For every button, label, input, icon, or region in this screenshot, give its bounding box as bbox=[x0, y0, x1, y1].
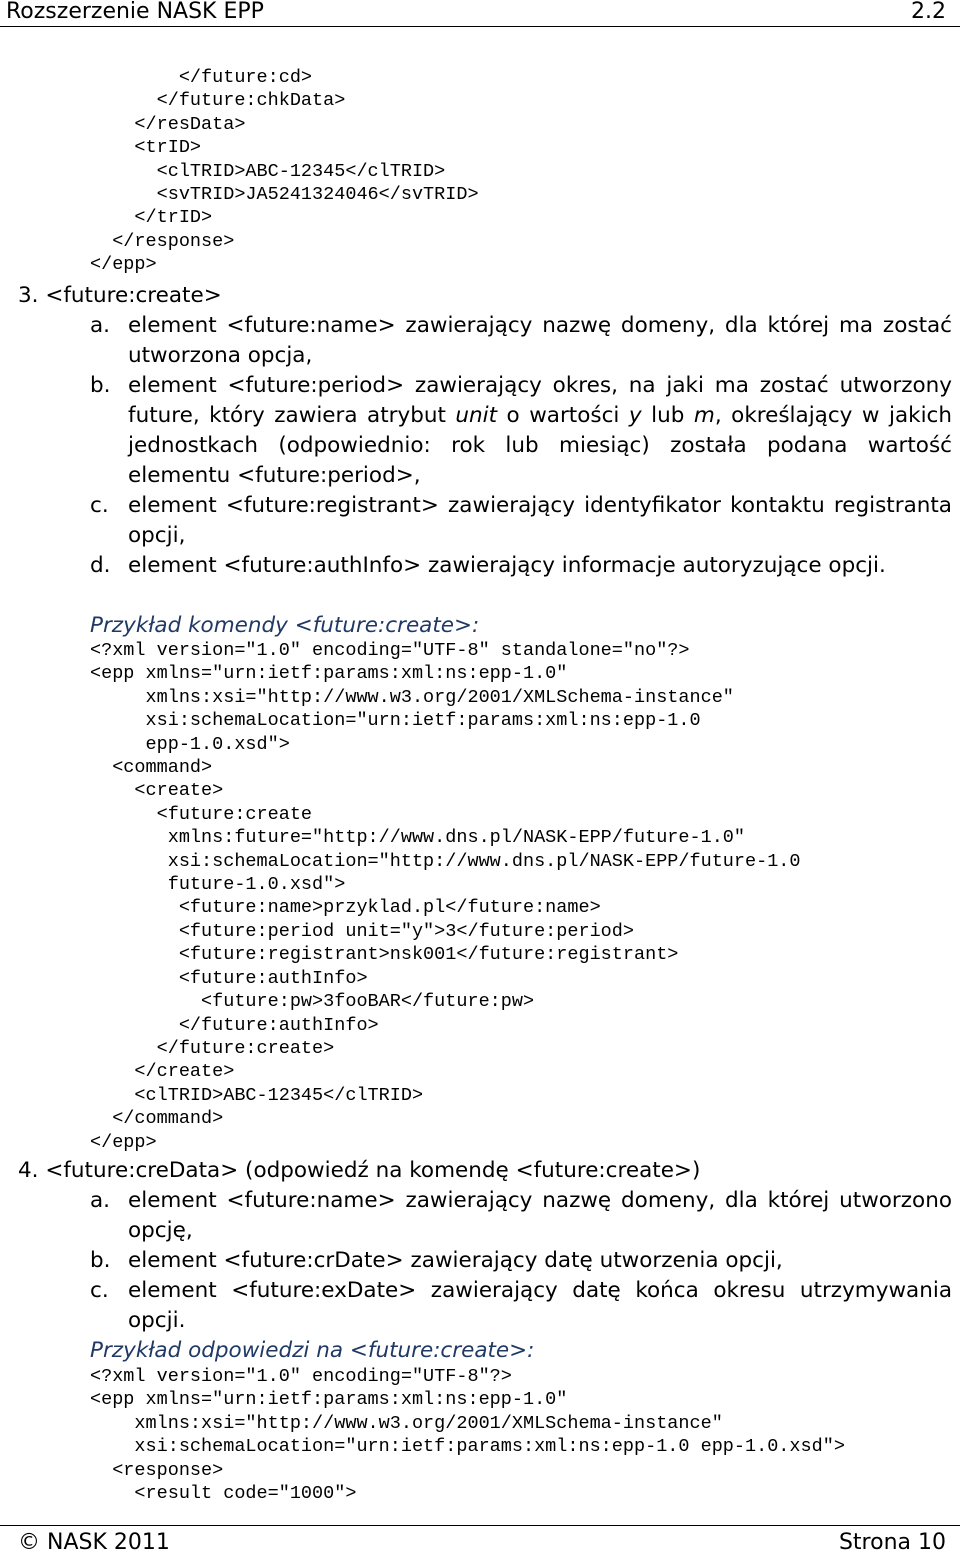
page-header bbox=[0, 0, 960, 27]
value-m: m bbox=[693, 403, 715, 428]
document-title: Rozszerzenie NASK EPP bbox=[6, 0, 264, 24]
item-text: element <future:registrant> zawierający identyfikator kontaktu registranta opcji, bbox=[128, 493, 952, 548]
code-block-top: </future:cd> </future:chkData> </resData> <trID> <clTRID>ABC-12345</clTRID> <svTRID>JA5241324046</svTRID> </trID> </response> </epp> bbox=[90, 67, 479, 276]
item-marker: c. bbox=[90, 1278, 109, 1303]
item-marker: d. bbox=[90, 553, 111, 578]
item-text: element <future:period> zawierający okres, na jaki ma zostać utworzony future, który zawiera atrybut unit o wartości y lub m, określający w jakich jednostkach (odpowiednio: rok lub miesiąc) została podana wartość elementu <future:period>, bbox=[128, 373, 952, 488]
item-text: element <future:exDate> zawierający datę końca okresu utrzymywania opcji. bbox=[128, 1278, 952, 1333]
section-3-item-d bbox=[90, 551, 952, 581]
attr-unit: unit bbox=[455, 403, 498, 428]
section-4-item-a bbox=[90, 1186, 952, 1246]
section-3-item-b bbox=[90, 371, 952, 491]
item-text: element <future:name> zawierający nazwę domeny, dla której utworzono opcję, bbox=[128, 1188, 952, 1243]
value-y: y bbox=[628, 403, 642, 428]
code-block-create-response: <?xml version="1.0" encoding="UTF-8"?> <epp xmlns="urn:ietf:params:xml:ns:epp-1.0" xmlns:xsi="http://www.w3.org/2001/XMLSchema-instance" xsi:schemaLocation="urn:ietf:params:xml:ns:epp-1.0 epp-1.0.xsd"> <response> <result code="1000"> bbox=[90, 1366, 845, 1505]
item-marker: c. bbox=[90, 493, 109, 518]
document-version: 2.2 bbox=[911, 0, 946, 24]
page-number: Strona 10 bbox=[838, 1530, 946, 1555]
section-3-item-c bbox=[90, 491, 952, 551]
item-marker: a. bbox=[90, 313, 111, 338]
item-marker: b. bbox=[90, 1248, 111, 1273]
copyright-text: © NASK 2011 bbox=[18, 1530, 170, 1555]
item-text: element <future:authInfo> zawierający informacje autoryzujące opcji. bbox=[128, 553, 886, 578]
page-footer bbox=[0, 1525, 960, 1556]
item-text: element <future:crDate> zawierający datę utworzenia opcji, bbox=[128, 1248, 783, 1273]
section-3-example-title: Przykład komendy <future:create>: bbox=[90, 613, 480, 638]
item-marker: a. bbox=[90, 1188, 111, 1213]
item-text: element <future:name> zawierający nazwę domeny, dla której ma zostać utworzona opcja, bbox=[128, 313, 952, 368]
section-3-item-a bbox=[90, 311, 952, 371]
section-4-item-b bbox=[90, 1246, 952, 1276]
section-4-example-title: Przykład odpowiedzi na <future:create>: bbox=[90, 1338, 535, 1363]
section-4-heading: 4. <future:creData> (odpowiedź na komendę <future:create>) bbox=[18, 1158, 701, 1183]
section-3-heading: 3. <future:create> bbox=[18, 283, 222, 308]
item-marker: b. bbox=[90, 373, 111, 398]
section-4-item-c bbox=[90, 1276, 952, 1336]
code-block-create-command: <?xml version="1.0" encoding="UTF-8" standalone="no"?> <epp xmlns="urn:ietf:params:xml:ns:epp-1.0" xmlns:xsi="http://www.w3.org/2001/XMLSchema-instance" xsi:schemaLocation="urn:ietf:params:xml:ns:epp-1.0 epp-1.0.xsd"> <command> <create> <future:create xmlns:future="http://www.dns.pl/NASK-EPP/future-1.0" xsi:schemaLocation="http://www.dns.pl/NASK-EPP/future-1.0 future-1.0.xsd"> <future:name>przyklad.pl</future:name> <future:period unit="y">3</future:period> <future:registrant>nsk001</future:registrant> <future:authInfo> <future:pw>3fooBAR</future:pw> </future:authInfo> </future:create> </create> <clTRID>ABC-12345</clTRID> </command> </epp> bbox=[90, 640, 801, 1153]
